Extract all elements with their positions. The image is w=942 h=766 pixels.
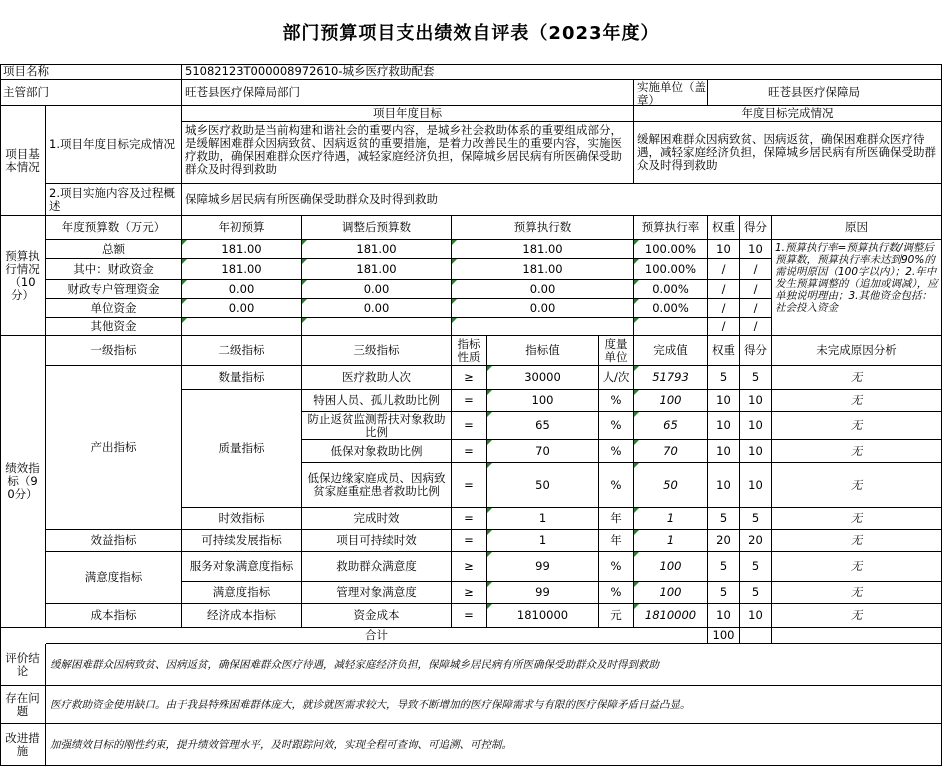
unit-value: 旺苍县医疗保障局 bbox=[708, 80, 942, 106]
perf-header-level3: 三级指标 bbox=[302, 336, 452, 366]
indicator-nature: = bbox=[452, 530, 487, 552]
perf-header-level1: 一级指标 bbox=[46, 336, 182, 366]
indicator-weight: 5 bbox=[708, 582, 740, 604]
budget-initial: 0.00 bbox=[182, 299, 302, 318]
indicator-unit: % bbox=[599, 440, 634, 463]
indicator-weight: 10 bbox=[708, 604, 740, 628]
budget-adjusted: 181.00 bbox=[302, 240, 452, 259]
indicator-reason: 无 bbox=[772, 582, 942, 604]
budget-header-executed: 预算执行数 bbox=[452, 216, 634, 240]
indicator-unit: % bbox=[599, 412, 634, 440]
indicator-unit: % bbox=[599, 582, 634, 604]
indicator-nature: = bbox=[452, 604, 487, 628]
budget-weight: / bbox=[708, 259, 740, 280]
budget-adjusted: 181.00 bbox=[302, 259, 452, 280]
total-reason bbox=[772, 628, 942, 644]
dept-value: 旺苍县医疗保障局部门 bbox=[182, 80, 634, 106]
indicator-score: 5 bbox=[740, 366, 772, 390]
perf-header-value: 指标值 bbox=[487, 336, 599, 366]
indicator-done: 51793 bbox=[634, 366, 708, 390]
level2-quality: 质量指标 bbox=[182, 390, 302, 508]
indicator-weight: 10 bbox=[708, 463, 740, 508]
measure-text: 加强绩效目标的刚性约束，提升绩效管理水平，及时跟踪问效，实现全程可查询、可追溯、可控制。 bbox=[46, 724, 942, 766]
indicator-reason: 无 bbox=[772, 463, 942, 508]
indicator-reason: 无 bbox=[772, 530, 942, 552]
project-name-value: 51082123T000008972610-城乡医疗救助配套 bbox=[182, 64, 942, 80]
perf-header-level2: 二级指标 bbox=[182, 336, 302, 366]
budget-label: 总额 bbox=[46, 240, 182, 259]
budget-header-weight: 权重 bbox=[708, 216, 740, 240]
perf-section-label: 绩效指标（90分） bbox=[0, 336, 46, 628]
indicator-score: 20 bbox=[740, 530, 772, 552]
budget-executed: 181.00 bbox=[452, 240, 634, 259]
perf-header-nature: 指标性质 bbox=[452, 336, 487, 366]
indicator-reason: 无 bbox=[772, 440, 942, 463]
indicator-nature: ≥ bbox=[452, 366, 487, 390]
budget-score: 10 bbox=[740, 240, 772, 259]
level1-output: 产出指标 bbox=[46, 366, 182, 530]
indicator-weight: 20 bbox=[708, 530, 740, 552]
indicator-value: 99 bbox=[487, 552, 599, 582]
indicator-name: 管理对象满意度 bbox=[302, 582, 452, 604]
indicator-unit: % bbox=[599, 390, 634, 412]
total-score bbox=[740, 628, 772, 644]
indicator-reason: 无 bbox=[772, 412, 942, 440]
budget-rate bbox=[634, 318, 708, 336]
indicator-unit: 年 bbox=[599, 508, 634, 530]
problem-text: 医疗救助资金使用缺口。由于我县特殊困难群体庞大，就诊就医需求较大，导致不断增加的医疗保障需求与有限的医疗保障矛盾日益凸显。 bbox=[46, 686, 942, 724]
indicator-value: 30000 bbox=[487, 366, 599, 390]
indicator-nature: = bbox=[452, 508, 487, 530]
page-title: 部门预算项目支出绩效自评表（2023年度） bbox=[282, 23, 660, 44]
indicator-nature: = bbox=[452, 390, 487, 412]
indicator-name: 低保边缘家庭成员、因病致贫家庭重症患者救助比例 bbox=[302, 463, 452, 508]
budget-header-reason: 原因 bbox=[772, 216, 942, 240]
indicator-name: 特困人员、孤儿救助比例 bbox=[302, 390, 452, 412]
indicator-weight: 10 bbox=[708, 440, 740, 463]
indicator-value: 1 bbox=[487, 530, 599, 552]
budget-initial: 0.00 bbox=[182, 280, 302, 299]
conclusion-text: 缓解困难群众因病致贫、因病返贫，确保困难群众医疗待遇，减轻家庭经济负担，保障城乡居民病有所医确保受助群众及时得到救助 bbox=[46, 644, 942, 686]
indicator-score: 10 bbox=[740, 440, 772, 463]
indicator-done: 70 bbox=[634, 440, 708, 463]
indicator-score: 5 bbox=[740, 508, 772, 530]
indicator-value: 70 bbox=[487, 440, 599, 463]
indicator-done: 65 bbox=[634, 412, 708, 440]
indicator-done: 1 bbox=[634, 508, 708, 530]
indicator-name: 低保对象救助比例 bbox=[302, 440, 452, 463]
budget-adjusted bbox=[302, 318, 452, 336]
indicator-name: 资金成本 bbox=[302, 604, 452, 628]
perf-header-reason: 未完成原因分析 bbox=[772, 336, 942, 366]
indicator-value: 65 bbox=[487, 412, 599, 440]
indicator-name: 医疗救助人次 bbox=[302, 366, 452, 390]
goal-header: 项目年度目标 bbox=[182, 106, 634, 122]
budget-adjusted: 0.00 bbox=[302, 280, 452, 299]
indicator-reason: 无 bbox=[772, 508, 942, 530]
level1-cost: 成本指标 bbox=[46, 604, 182, 628]
budget-header-adjusted: 调整后预算数 bbox=[302, 216, 452, 240]
budget-executed: 0.00 bbox=[452, 280, 634, 299]
dept-label: 主管部门 bbox=[0, 80, 182, 106]
indicator-unit: % bbox=[599, 552, 634, 582]
budget-score: / bbox=[740, 280, 772, 299]
perf-header-weight: 权重 bbox=[708, 336, 740, 366]
indicator-value: 100 bbox=[487, 390, 599, 412]
budget-label: 其他资金 bbox=[46, 318, 182, 336]
budget-score: / bbox=[740, 318, 772, 336]
indicator-score: 10 bbox=[740, 390, 772, 412]
indicator-weight: 5 bbox=[708, 508, 740, 530]
indicator-name: 完成时效 bbox=[302, 508, 452, 530]
indicator-done: 50 bbox=[634, 463, 708, 508]
indicator-reason: 无 bbox=[772, 366, 942, 390]
budget-executed bbox=[452, 318, 634, 336]
indicator-reason: 无 bbox=[772, 604, 942, 628]
goal-text: 城乡医疗救助是当前构建和谐社会的重要内容，是城乡社会救助体系的重要组成部分，是缓解困难群众因病致贫、因病返贫的重要措施，是着力改善民生的重要内容，实施医疗救助，确保困难群众医疗待遇，减轻家庭经济负担，保障城乡居民病有所医确保受助群众及时得到救助 bbox=[182, 122, 634, 184]
indicator-reason: 无 bbox=[772, 552, 942, 582]
indicator-score: 10 bbox=[740, 463, 772, 508]
completion-text: 缓解困难群众因病致贫、因病返贫，确保困难群众医疗待遇，减轻家庭经济负担，保障城乡居民病有所医确保受助群众及时得到救助 bbox=[634, 122, 942, 184]
conclusion-label: 评价结论 bbox=[0, 644, 46, 686]
indicator-unit: 年 bbox=[599, 530, 634, 552]
indicator-name: 项目可持续时效 bbox=[302, 530, 452, 552]
indicator-unit: 元 bbox=[599, 604, 634, 628]
budget-initial bbox=[182, 318, 302, 336]
indicator-done: 100 bbox=[634, 390, 708, 412]
level2-sustain: 可持续发展指标 bbox=[182, 530, 302, 552]
indicator-nature: = bbox=[452, 440, 487, 463]
indicator-nature: ≥ bbox=[452, 552, 487, 582]
indicator-nature: ≥ bbox=[452, 582, 487, 604]
budget-rate: 0.00% bbox=[634, 280, 708, 299]
indicator-reason: 无 bbox=[772, 390, 942, 412]
level2-time: 时效指标 bbox=[182, 508, 302, 530]
indicator-weight: 5 bbox=[708, 366, 740, 390]
budget-score: / bbox=[740, 259, 772, 280]
process-text: 保障城乡居民病有所医确保受助群众及时得到救助 bbox=[182, 184, 942, 216]
indicator-score: 10 bbox=[740, 412, 772, 440]
indicator-value: 50 bbox=[487, 463, 599, 508]
indicator-weight: 10 bbox=[708, 390, 740, 412]
indicator-score: 10 bbox=[740, 604, 772, 628]
budget-rate: 100.00% bbox=[634, 240, 708, 259]
indicator-done: 1 bbox=[634, 530, 708, 552]
indicator-done: 100 bbox=[634, 582, 708, 604]
level1-benefit: 效益指标 bbox=[46, 530, 182, 552]
indicator-name: 防止返贫监测帮扶对象救助比例 bbox=[302, 412, 452, 440]
budget-header-initial: 年初预算 bbox=[182, 216, 302, 240]
unit-label: 实施单位（盖章） bbox=[634, 80, 708, 106]
budget-weight: / bbox=[708, 280, 740, 299]
indicator-done: 1810000 bbox=[634, 604, 708, 628]
process-label: 2.项目实施内容及过程概述 bbox=[46, 184, 182, 216]
indicator-weight: 5 bbox=[708, 552, 740, 582]
budget-score: / bbox=[740, 299, 772, 318]
budget-rate: 0.00% bbox=[634, 299, 708, 318]
indicator-score: 5 bbox=[740, 582, 772, 604]
problem-label: 存在问题 bbox=[0, 686, 46, 724]
budget-initial: 181.00 bbox=[182, 259, 302, 280]
level1-satisfaction: 满意度指标 bbox=[46, 552, 182, 604]
budget-reason-text: 1.预算执行率=预算执行数/调整后预算数，预算执行率未达到90%的需说明原因（100字以内）；2.年中发生预算调整的（追加或调减），应单独说明理由；3.其他资金包括：社会投入资金 bbox=[772, 240, 942, 336]
budget-initial: 181.00 bbox=[182, 240, 302, 259]
project-name-label: 项目名称 bbox=[0, 64, 182, 80]
budget-section-label: 预算执行情况（10分） bbox=[0, 216, 46, 336]
indicator-score: 5 bbox=[740, 552, 772, 582]
indicator-nature: = bbox=[452, 412, 487, 440]
goal-label: 1.项目年度目标完成情况 bbox=[46, 106, 182, 184]
level2-quantity: 数量指标 bbox=[182, 366, 302, 390]
budget-weight: / bbox=[708, 299, 740, 318]
indicator-nature: = bbox=[452, 463, 487, 508]
level2-service: 服务对象满意度指标 bbox=[182, 552, 302, 582]
budget-label: 单位资金 bbox=[46, 299, 182, 318]
budget-executed: 0.00 bbox=[452, 299, 634, 318]
level2-economic: 经济成本指标 bbox=[182, 604, 302, 628]
budget-label: 财政专户管理资金 bbox=[46, 280, 182, 299]
level2-satisfaction: 满意度指标 bbox=[182, 582, 302, 604]
indicator-name: 救助群众满意度 bbox=[302, 552, 452, 582]
perf-header-done: 完成值 bbox=[634, 336, 708, 366]
indicator-value: 1 bbox=[487, 508, 599, 530]
indicator-done: 100 bbox=[634, 552, 708, 582]
indicator-weight: 10 bbox=[708, 412, 740, 440]
basic-section-label: 项目基本情况 bbox=[0, 106, 46, 216]
budget-header-score: 得分 bbox=[740, 216, 772, 240]
budget-header-label: 年度预算数（万元） bbox=[46, 216, 182, 240]
budget-weight: 10 bbox=[708, 240, 740, 259]
budget-header-rate: 预算执行率 bbox=[634, 216, 708, 240]
budget-executed: 181.00 bbox=[452, 259, 634, 280]
budget-label: 其中：财政资金 bbox=[46, 259, 182, 280]
indicator-value: 99 bbox=[487, 582, 599, 604]
perf-header-unit: 度量单位 bbox=[599, 336, 634, 366]
indicator-value: 1810000 bbox=[487, 604, 599, 628]
indicator-unit: 人/次 bbox=[599, 366, 634, 390]
budget-weight: / bbox=[708, 318, 740, 336]
completion-header: 年度目标完成情况 bbox=[634, 106, 942, 122]
budget-adjusted: 0.00 bbox=[302, 299, 452, 318]
total-label: 合计 bbox=[46, 628, 708, 644]
budget-rate: 100.00% bbox=[634, 259, 708, 280]
perf-header-score: 得分 bbox=[740, 336, 772, 366]
total-weight: 100 bbox=[708, 628, 740, 644]
measure-label: 改进措施 bbox=[0, 724, 46, 766]
indicator-unit: % bbox=[599, 463, 634, 508]
